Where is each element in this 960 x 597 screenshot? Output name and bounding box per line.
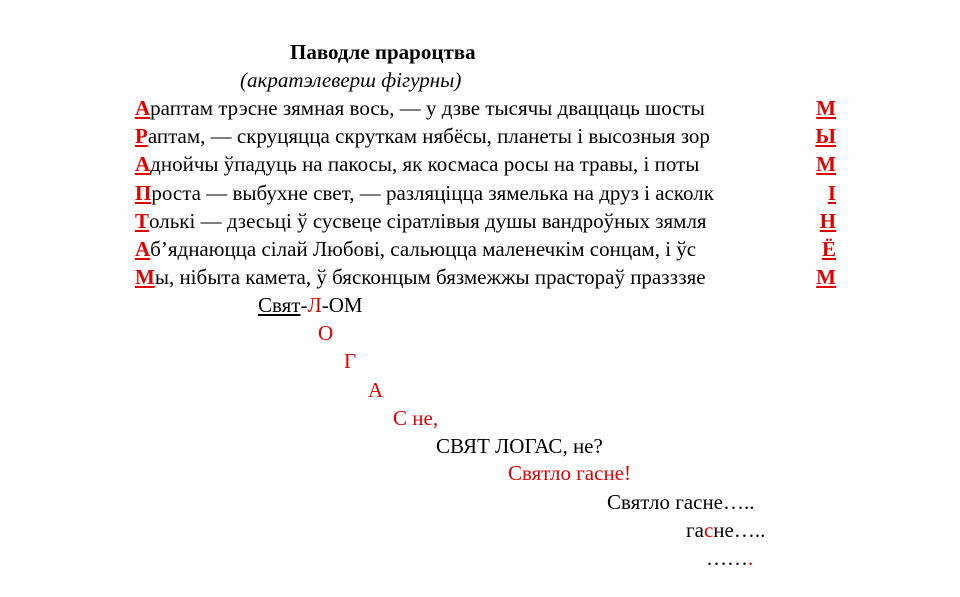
telestich-last-letter: Н	[819, 209, 836, 233]
telestich-last-letter: Ы	[815, 124, 836, 148]
acrostic-first-letter: М	[135, 265, 155, 289]
ne-text: не,	[407, 406, 439, 430]
verse-text: ы, нібыта камета, ў бясконцым бязмежжы прастораў празззяе	[154, 265, 706, 289]
verse-line	[135, 183, 836, 204]
cascade-letter-a: А	[368, 378, 384, 402]
cascade-letter-g: Г	[344, 349, 357, 373]
verse-line	[135, 98, 836, 119]
telestich-last-letter: М	[816, 152, 836, 176]
verse-line	[135, 154, 836, 175]
poem-title: Паводле прароцтва	[290, 40, 476, 64]
acrostic-first-letter: А	[135, 152, 151, 176]
acrostic-first-letter: А	[135, 96, 151, 120]
gasne-pre: га	[686, 518, 704, 542]
verse-line	[135, 239, 836, 260]
acrostic-first-letter: П	[135, 181, 152, 205]
final-dots-line	[706, 548, 753, 569]
gasne-line	[686, 520, 765, 541]
acrostic-first-letter: Т	[135, 209, 150, 233]
poem-subtitle: (акратэлеверш фігурны)	[240, 68, 462, 92]
telestich-last-letter: І	[827, 181, 836, 205]
final-dots-black: ……	[706, 546, 748, 570]
verse-text: роста — выбухне свет, — разляціцца зямелька на друз і асколк	[151, 181, 714, 205]
svyatlo-gasne-line: Святло гасне…..	[607, 490, 755, 514]
verse-text: б’яднаюцца сілай Любові, сальюцца маленечкім сонцам, і ўс	[150, 237, 697, 261]
final-dot-red: .	[748, 546, 754, 570]
om-text: -ОМ	[321, 293, 363, 317]
svyatlom-line	[258, 295, 363, 316]
verse-text: раптам трэсне зямная вось, — у дзве тысячы дваццаць шосты	[150, 96, 705, 120]
cascade-letter-o: О	[318, 321, 334, 345]
gasne-red-letter: с	[703, 518, 714, 542]
telestich-last-letter: М	[816, 265, 836, 289]
verse-line	[135, 211, 836, 232]
telestich-last-letter: Ё	[821, 237, 836, 261]
verse-line	[135, 267, 836, 288]
verse-text: олькі — дзесьці ў сусвеце сіратлівыя душы вандроўных зямля	[149, 209, 707, 233]
verse-line	[135, 126, 836, 147]
telestich-last-letter: М	[816, 96, 836, 120]
verse-text: днойчы ўпадуць на пакосы, як космаса росы на травы, і поты	[150, 152, 700, 176]
verse-text: аптам, — скруцяцца скруткам нябёсы, планеты і высозныя зор	[147, 124, 710, 148]
svyat-text: Свят	[258, 293, 301, 317]
acrostic-first-letter: Р	[135, 124, 148, 148]
l-letter: Л	[307, 293, 322, 317]
svyatlo-gasne-red-line: Святло гасне!	[508, 461, 631, 485]
svyat-logas-line: СВЯТ ЛОГАС, не?	[436, 434, 603, 458]
s-ne-line	[393, 408, 438, 429]
gasne-post: не…..	[713, 518, 766, 542]
hyphen-text: -	[300, 293, 308, 317]
acrostic-first-letter: А	[135, 237, 151, 261]
cascade-letter-s: С	[393, 406, 408, 430]
